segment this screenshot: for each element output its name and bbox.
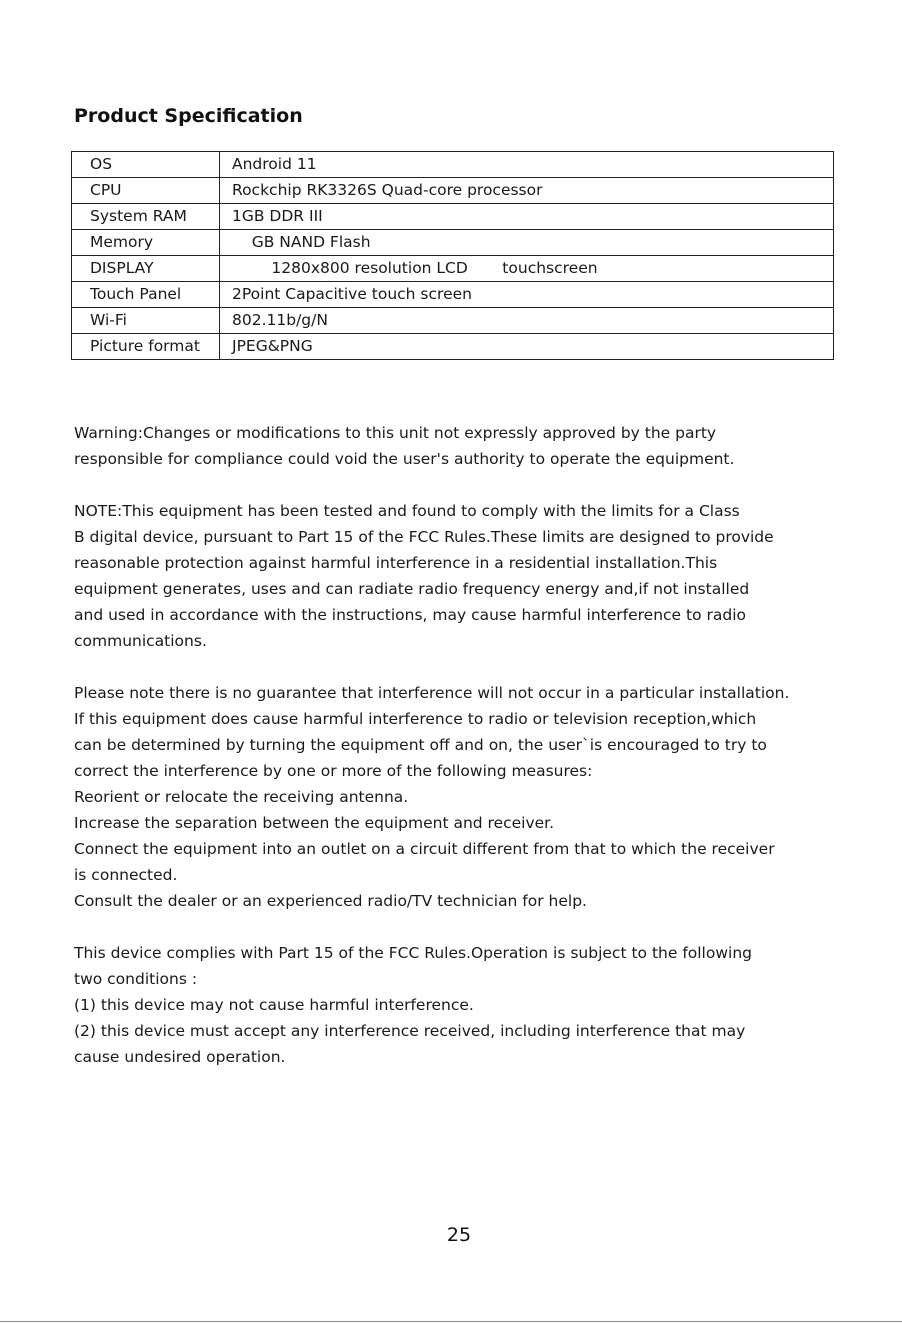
table-row — [72, 282, 834, 308]
spec-value: JPEG&PNG — [220, 334, 834, 360]
text-line: Warning:Changes or modifications to this unit not expressly approved by the party — [74, 424, 717, 442]
text-line: If this equipment does cause harmful interference to radio or television reception,which — [74, 710, 757, 728]
text-line: Reorient or relocate the receiving antenna. — [74, 788, 409, 806]
spec-value: GB NAND Flash — [220, 230, 834, 256]
text-line: (1) this device may not cause harmful interference. — [74, 996, 474, 1014]
table-row — [72, 230, 834, 256]
text-line: (2) this device must accept any interference received, including interference that may — [74, 1022, 746, 1040]
table-row — [72, 308, 834, 334]
text-line: responsible for compliance could void the user's authority to operate the equipment. — [74, 450, 735, 468]
spec-value: 2Point Capacitive touch screen — [220, 282, 834, 308]
text-line: correct the interference by one or more of the following measures: — [74, 762, 593, 780]
spec-key: OS — [72, 152, 220, 178]
spec-value: Rockchip RK3326S Quad-core processor — [220, 178, 834, 204]
text-line: Increase the separation between the equipment and receiver. — [74, 814, 555, 832]
text-line: Please note there is no guarantee that interference will not occur in a particular installation. — [74, 684, 790, 702]
spec-key: System RAM — [72, 204, 220, 230]
text-line: equipment generates, uses and can radiate radio frequency energy and,if not installed — [74, 580, 750, 598]
page-title: Product Specification — [74, 105, 303, 127]
text-line: two conditions : — [74, 970, 198, 988]
spec-value: 1GB DDR III — [220, 204, 834, 230]
page-number: 25 — [446, 1224, 472, 1246]
text-line: This device complies with Part 15 of the FCC Rules.Operation is subject to the following — [74, 944, 752, 962]
body-text — [74, 420, 854, 1070]
spec-key: DISPLAY — [72, 256, 220, 282]
spec-table — [71, 151, 834, 360]
text-line: can be determined by turning the equipment off and on, the user`is encouraged to try to — [74, 736, 767, 754]
table-row — [72, 256, 834, 282]
spec-value: 1280x800 resolution LCD touchscreen — [220, 256, 834, 282]
text-line: B digital device, pursuant to Part 15 of the FCC Rules.These limits are designed to provide — [74, 528, 774, 546]
spec-key: Touch Panel — [72, 282, 220, 308]
text-line: Consult the dealer or an experienced radio/TV technician for help. — [74, 892, 587, 910]
table-row — [72, 204, 834, 230]
table-row — [72, 178, 834, 204]
text-line: communications. — [74, 632, 207, 650]
table-row — [72, 152, 834, 178]
text-line: cause undesired operation. — [74, 1048, 286, 1066]
spec-key: CPU — [72, 178, 220, 204]
spec-value: Android 11 — [220, 152, 834, 178]
text-line: NOTE:This equipment has been tested and found to comply with the limits for a Class — [74, 502, 740, 520]
spec-key: Picture format — [72, 334, 220, 360]
bottom-divider — [0, 1321, 902, 1322]
text-line: Connect the equipment into an outlet on a circuit different from that to which the receiver — [74, 840, 775, 858]
table-row — [72, 334, 834, 360]
spec-key: Memory — [72, 230, 220, 256]
spec-value: 802.11b/g/N — [220, 308, 834, 334]
spec-key: Wi-Fi — [72, 308, 220, 334]
text-line: reasonable protection against harmful interference in a residential installation.This — [74, 554, 718, 572]
text-line: is connected. — [74, 866, 178, 884]
text-line: and used in accordance with the instructions, may cause harmful interference to radio — [74, 606, 747, 624]
